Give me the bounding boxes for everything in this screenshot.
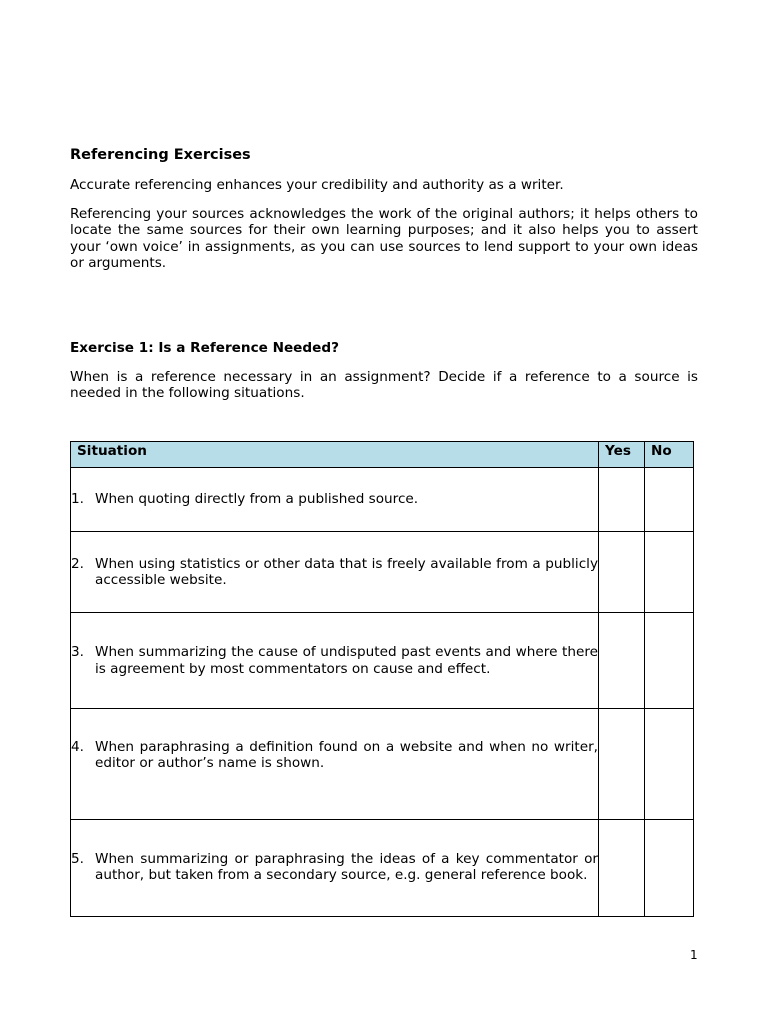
- intro-paragraph-2: Referencing your sources acknowledges the work of the original authors; it helps others to locate the same sources for their own learning purposes; and it also helps you to assert your ‘own voice’ in assignments, as you can use sources to lend support to your own ideas or arguments.: [70, 206, 698, 271]
- situation-cell: [71, 820, 599, 917]
- situation-cell: [71, 468, 599, 532]
- table-row: [71, 613, 694, 709]
- item-text: When summarizing or paraphrasing the ideas of a key commentator or author, but taken from a secondary source, e.g. general reference book.: [95, 851, 598, 884]
- yes-cell[interactable]: [599, 468, 645, 532]
- table-row: [71, 532, 694, 613]
- header-yes: Yes: [599, 442, 645, 468]
- situation-cell: [71, 613, 599, 709]
- yes-cell[interactable]: [599, 820, 645, 917]
- situation-cell: [71, 709, 599, 820]
- intro-paragraph-1: Accurate referencing enhances your credibility and authority as a writer.: [70, 177, 564, 193]
- yes-cell[interactable]: [599, 709, 645, 820]
- no-cell[interactable]: [645, 613, 694, 709]
- item-text: When paraphrasing a definition found on a website and when no writer, editor or author’s name is shown.: [95, 739, 598, 772]
- table-header-row: [71, 442, 694, 468]
- item-number: 3.: [71, 644, 84, 661]
- item-text: When quoting directly from a published source.: [95, 491, 419, 508]
- page-number: 1: [690, 948, 698, 962]
- item-number: 4.: [71, 739, 84, 755]
- yes-cell[interactable]: [599, 532, 645, 613]
- header-situation: Situation: [71, 442, 599, 468]
- table-row: [71, 709, 694, 820]
- item-number: 1.: [71, 491, 84, 508]
- table-row: [71, 468, 694, 532]
- no-cell[interactable]: [645, 468, 694, 532]
- item-number: 2.: [71, 555, 84, 572]
- item-number: 5.: [71, 851, 84, 867]
- table-row: [71, 820, 694, 917]
- item-text: When using statistics or other data that is freely available from a publicly accessible website.: [95, 555, 598, 588]
- exercise-instruction: When is a reference necessary in an assignment? Decide if a reference to a source is needed in the following situations.: [70, 369, 698, 402]
- no-cell[interactable]: [645, 820, 694, 917]
- no-cell[interactable]: [645, 709, 694, 820]
- page-title: Referencing Exercises: [70, 147, 251, 163]
- exercise-title: Exercise 1: Is a Reference Needed?: [70, 340, 339, 356]
- no-cell[interactable]: [645, 532, 694, 613]
- item-text: When summarizing the cause of undisputed past events and where there is agreement by most commentators on cause and effect.: [95, 644, 598, 677]
- situation-table: [70, 441, 694, 917]
- situation-cell: [71, 532, 599, 613]
- header-no: No: [645, 442, 694, 468]
- yes-cell[interactable]: [599, 613, 645, 709]
